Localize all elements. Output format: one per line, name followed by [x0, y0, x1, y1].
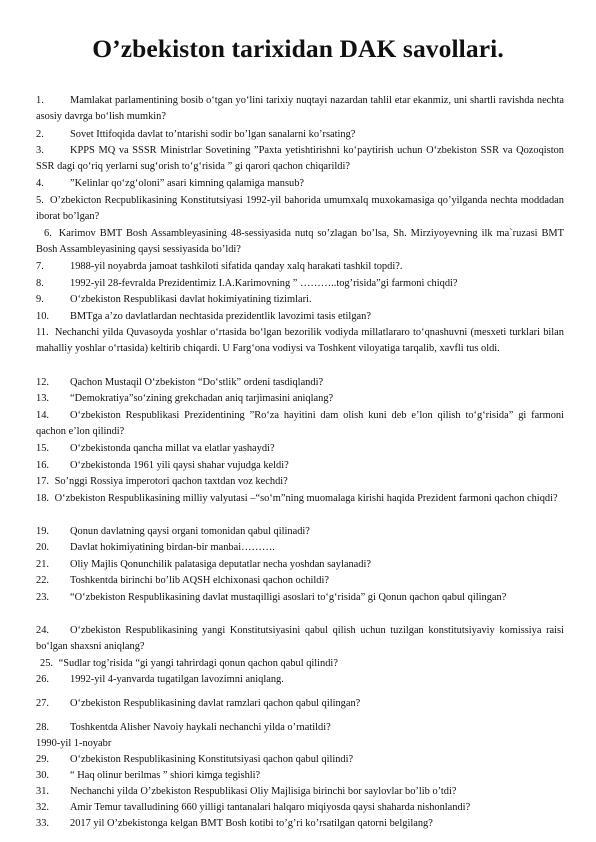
question-item — [36, 276, 564, 292]
question-item — [36, 259, 564, 275]
question-text: “O‘zbekiston Respublikasining davlat mustaqilligi asoslari to‘g‘risida” gi Qonun qachon qabul qilingan? — [70, 592, 507, 603]
question-text: O‘zbekiston Respublikasi davlat hokimiyatining tizimlari. — [70, 294, 312, 305]
question-item — [36, 309, 564, 325]
question-item — [36, 573, 564, 589]
question-number: 21. — [36, 559, 49, 570]
question-number: 4. — [36, 178, 44, 189]
question-number: 8. — [36, 278, 44, 289]
answer-note — [36, 736, 564, 752]
question-text: Nechanchi yilda Quvasoyda yoshlar o‘rtasida bo‘lgan bezorilik vodiyda millatlararo to‘qnashuvni (mesxeti turklari bilan mahalliy yoshlar o‘rtasida) keltirib chiqardi. U Farg‘ona vodiysi va Toshkent viloyatiga tarqalib, xavfli tus oldi. — [36, 327, 564, 355]
question-text: Davlat hokimiyatining birdan-bir manbai………. — [70, 542, 275, 553]
question-text: KPPS MQ va SSSR Ministrlar Sovetining ”Paxta yetishtirishni ko‘paytirish uchun O‘zbekiston SSR va Qozoqiston SSR dagi qo‘riq yerlarni sug‘orish to‘g‘risida ” gi qarori qachon chiqarildi? — [36, 145, 564, 173]
question-item — [36, 474, 564, 490]
question-text: “Demokratiya”so‘zining grekchadan aniq tarjimasini aniqlang? — [70, 393, 334, 404]
question-text: O‘zbekiston Respublikasining davlat ramzlari qachon qabul qilingan? — [70, 698, 361, 709]
question-item — [36, 696, 564, 712]
question-number: 25. — [40, 658, 53, 669]
question-text: 1992-yil 4-yanvarda tugatilgan lavozimni aniqlang. — [70, 674, 284, 685]
question-text: Oliy Majlis Qonunchilik palatasiga deputatlar necha yoshdan saylanadi? — [70, 559, 371, 570]
question-item — [36, 176, 564, 192]
question-text: Sovet Ittifoqida davlat to’ntarishi sodir bo’lgan sanalarni ko’rsating? — [70, 129, 356, 140]
question-text: “ Haq olinur berilmas ” shiori kimga tegishli? — [70, 770, 261, 781]
question-number: 28. — [36, 722, 49, 733]
question-text: O’zbekicton Recpublikasining Konstitutsiyasi 1992-yil bahorida umumxalq muxokamasiga qo’yilganda nechta moddadan iborat bo’lgan? — [36, 195, 564, 223]
question-text: Nechanchi yilda O’zbekiston Respublikasi Oliy Majlisiga birinchi bor saylovlar bo’lib o’tdi? — [70, 786, 457, 797]
question-number: 31. — [36, 786, 49, 797]
question-text: Mamlakat parlamentining bosib o‘tgan yo‘lini tarixiy nuqtayi nazardan tahlil etar ekanmiz, uni shartli ravishda nechta asosiy davrga bo‘lish mumkin? — [36, 95, 564, 123]
question-item — [36, 557, 564, 573]
question-number: 30. — [36, 770, 49, 781]
question-number: 1. — [36, 95, 44, 106]
question-number: 18. — [36, 493, 49, 504]
question-number: 22. — [36, 575, 49, 586]
question-item — [36, 672, 564, 688]
question-text: So’nggi Rossiya imperotori qachon taxtdan voz kechdi? — [54, 476, 288, 487]
question-number: 6. — [44, 228, 52, 239]
question-text: BMTga a’zo davlatlardan nechtasida prezidentlik lavozimi tasis etilgan? — [70, 311, 371, 322]
question-text: Toshkentda birinchi bo’lib AQSH elchixonasi qachon ochildi? — [70, 575, 329, 586]
question-item — [36, 441, 564, 457]
question-text: 2017 yil O’zbekistonga kelgan BMT Bosh kotibi to’g’ri ko’rsatilgan qatorni belgilang? — [70, 818, 433, 829]
question-number: 9. — [36, 294, 44, 305]
question-number: 2. — [36, 129, 44, 140]
question-number: 32. — [36, 802, 49, 813]
question-number: 14. — [36, 410, 49, 421]
question-item — [36, 408, 564, 441]
question-item — [36, 491, 564, 507]
question-text: “Sudlar tog’risida “gi yangi tahrirdagi qonun qachon qabul qilindi? — [58, 658, 338, 669]
question-item — [36, 800, 564, 816]
question-item — [36, 816, 564, 832]
question-item — [36, 226, 564, 259]
question-text: O‘zbekiston Respublikasining milliy valyutasi –“so‘m”ning muomalaga kirishi haqida Prezident farmoni qachon chiqdi? — [54, 493, 558, 504]
question-number: 15. — [36, 443, 49, 454]
question-number: 20. — [36, 542, 49, 553]
question-text: ”Kelinlar qo‘zg‘oloni” asari kimning qalamiga mansub? — [70, 178, 305, 189]
question-number: 29. — [36, 754, 49, 765]
question-number: 24. — [36, 625, 49, 636]
question-text: 1988-yil noyabrda jamoat tashkiloti sifatida qanday xalq harakati tashkil topdi?. — [70, 261, 403, 272]
question-item — [36, 127, 564, 143]
question-number: 17. — [36, 476, 49, 487]
question-text: Amir Temur tavalludining 660 yilligi tantanalari halqaro miqiyosda qaysi shaharda nishonlandi? — [70, 802, 471, 813]
question-text: Qonun davlatning qaysi organi tomonidan qabul qilinadi? — [70, 526, 310, 537]
question-text: Toshkentda Alisher Navoiy haykali nechanchi yilda o’rnatildi? — [70, 722, 331, 733]
question-number: 16. — [36, 460, 49, 471]
question-item — [40, 656, 568, 672]
question-item — [36, 590, 564, 606]
question-item — [36, 458, 564, 474]
question-text: O‘zbekiston Respublikasining Konstitutsiyasi qachon qabul qilindi? — [70, 754, 354, 765]
question-number: 3. — [36, 145, 44, 156]
question-item — [36, 524, 564, 540]
question-item — [36, 391, 564, 407]
question-number: 23. — [36, 592, 49, 603]
question-item — [36, 752, 564, 768]
question-item — [36, 375, 564, 391]
question-text: Qachon Mustaqil O‘zbekiston “Do‘stlik” ordeni tasdiqlandi? — [70, 377, 324, 388]
question-item — [36, 292, 564, 308]
question-item — [36, 93, 564, 126]
question-number: 19. — [36, 526, 49, 537]
question-item — [36, 540, 564, 556]
page-title: O’zbekiston tarixidan DAK savollari. — [92, 34, 504, 63]
question-number: 5. — [36, 195, 44, 206]
question-text: O‘zbekiston Respublikasining yangi Konstitutsiyasini qabul qilish uchun tuzilgan konstitutsiyaviy komissiya raisi bo‘lgan shaxsni aniqlang? — [36, 625, 564, 653]
question-text: O‘zbekistonda qancha millat va elatlar yashaydi? — [70, 443, 275, 454]
question-item — [36, 325, 564, 358]
answer-text: 1990-yil 1-noyabr — [36, 738, 112, 749]
question-number: 33. — [36, 818, 49, 829]
question-text: Karimov BMT Bosh Assambleyasining 48-sessiyasida nutq so’zlagan bo’lsa, Sh. Mirziyoyevning ilk ma`ruzasi BMT Bosh Assambleyasining qaysi sessiyasida bo’ldi? — [36, 228, 564, 256]
question-item — [36, 143, 564, 176]
question-item — [36, 193, 564, 226]
question-item — [36, 720, 564, 736]
question-text: O‘zbekistonda 1961 yili qaysi shahar vujudga keldi? — [70, 460, 289, 471]
question-number: 13. — [36, 393, 49, 404]
question-number: 26. — [36, 674, 49, 685]
question-number: 27. — [36, 698, 49, 709]
question-number: 7. — [36, 261, 44, 272]
question-number: 12. — [36, 377, 49, 388]
question-item — [36, 768, 564, 784]
question-number: 11. — [36, 327, 49, 338]
question-text: O‘zbekiston Respublikasi Prezidentining ”Ro‘za hayitini dam olish kuni deb e’lon qilish to‘g‘risida” gi farmoni qachon e’lon qilindi? — [36, 410, 564, 438]
question-item — [36, 784, 564, 800]
question-item — [36, 623, 564, 656]
question-text: 1992-yil 28-fevralda Prezidentimiz I.A.Karimovning ” ………..tog’risida”gi farmoni chiqdi? — [70, 278, 458, 289]
question-number: 10. — [36, 311, 49, 322]
